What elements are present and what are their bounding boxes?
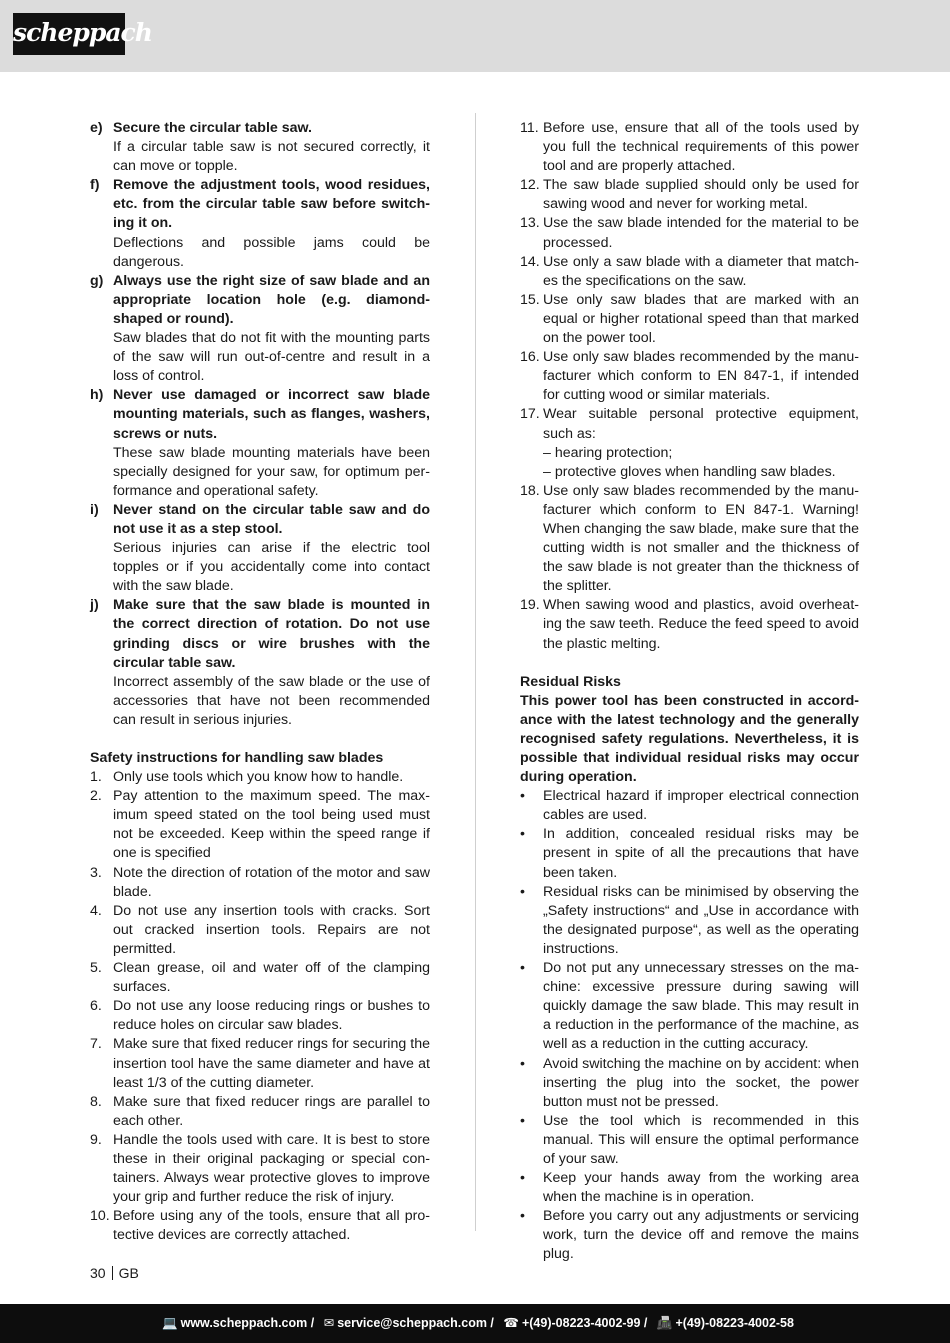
list-number: 2. <box>90 788 102 805</box>
bullet-text: Do not put any unnecessary stresses on the machine: excessive pressure during sawing will quickly damage the saw blade. This may result in a reduction in the performance of the machine, as well as a reduction in the cutting accuracy. <box>543 960 859 1053</box>
item-heading: Always use the right size of saw blade and an appropriate location hole (e.g. diamond-shaped or round). <box>113 272 430 327</box>
bullet-text: Residual risks can be minimised by observing the „Safety instructions“ and „Use in accordance with the designated purpose“, as well as the operating instructions. <box>543 883 859 957</box>
list-item <box>90 864 430 902</box>
list-text: Clean grease, oil and water off of the clamping surfaces. <box>113 960 430 996</box>
list-number: 14. <box>520 253 540 270</box>
safety-item-h <box>90 386 430 501</box>
left-column <box>90 119 430 1245</box>
email-icon: ✉ <box>323 1316 335 1330</box>
bullet-glyph: • <box>520 1055 525 1072</box>
item-heading: Secure the circular table saw. <box>113 120 312 136</box>
page-language: GB <box>118 1265 139 1281</box>
item-label: f) <box>90 177 100 194</box>
list-number: 7. <box>90 1036 102 1053</box>
bullet-item <box>520 787 859 825</box>
safety-item-j <box>90 596 430 730</box>
footer-phone[interactable]: +(49)-08223-4002-99 / <box>521 1316 648 1330</box>
list-item <box>520 119 859 176</box>
item-text: Incorrect assembly of the saw blade or the use of accessories that have not been recommended can result in serious injuries. <box>113 673 430 728</box>
list-number: 6. <box>90 998 102 1015</box>
list-text: Make sure that fixed reducer rings for securing the insertion tool have the same diameter and have at least 1/3 of the cutting diameter. <box>113 1036 430 1091</box>
list-item <box>520 176 859 214</box>
dash-item: – protective gloves when handling saw blades. <box>543 463 836 480</box>
page-separator <box>112 1266 113 1280</box>
list-item <box>90 1035 430 1092</box>
bullet-text: Keep your hands away from the working area when the machine is in operation. <box>543 1170 859 1206</box>
list-item <box>520 253 859 291</box>
list-text: Use only a saw blade with a diameter that matches the specifications on the saw. <box>543 253 859 289</box>
bullet-text: Use the tool which is recommended in this manual. This will ensure the optimal performance of your saw. <box>543 1112 859 1167</box>
list-number: 3. <box>90 864 102 881</box>
page-number <box>90 1264 139 1282</box>
list-number: 17. <box>520 406 540 423</box>
list-number: 12. <box>520 177 540 194</box>
list-item <box>90 959 430 997</box>
bullet-item <box>520 1055 859 1112</box>
item-heading: Never stand on the circular table saw and do not use it as a step stool. <box>113 501 430 537</box>
list-text: Use only saw blades that are marked with an equal or higher rotational speed than that marked on the power tool. <box>543 291 859 347</box>
footer-website[interactable]: www.scheppach.com / <box>180 1316 315 1330</box>
bullet-item <box>520 883 859 959</box>
list-item <box>520 482 859 597</box>
list-item <box>520 348 859 405</box>
list-number: 19. <box>520 597 540 614</box>
bullet-glyph: • <box>520 826 525 843</box>
dash-item: – hearing protection; <box>543 444 673 461</box>
spacer <box>90 730 430 749</box>
list-number: 11. <box>520 120 539 136</box>
list-item <box>520 596 859 653</box>
list-item <box>90 1207 430 1245</box>
bullet-item <box>520 1207 859 1264</box>
list-number: 13. <box>520 215 540 232</box>
list-text: Only use tools which you know how to handle. <box>113 769 404 786</box>
list-text: Do not use any insertion tools with cracks. Sort out cracked insertion tools. Repairs are not permitted. <box>113 902 430 957</box>
safety-item-i <box>90 501 430 596</box>
list-text: Note the direction of rotation of the motor and saw blade. <box>113 864 430 900</box>
list-number: 1. <box>90 769 102 786</box>
section-heading-residual-risks: Residual Risks <box>520 673 621 690</box>
list-text: Use only saw blades recommended by the manufacturer which conform to EN 847-1. Warning! When changing the saw blade, make sure that the cutting width is not smaller and the thickness of the saw blade is not greater than the thickness of the splitter. <box>543 482 859 595</box>
bullet-item <box>520 825 859 882</box>
bullet-text: In addition, concealed residual risks may be present in spite of all the precautions that have been taken. <box>543 826 859 881</box>
list-item <box>90 1131 430 1207</box>
bullet-glyph: • <box>520 788 525 805</box>
list-item <box>90 997 430 1035</box>
header-band <box>0 0 950 72</box>
list-text: When sawing wood and plastics, avoid overheating the saw teeth. Reduce the feed speed to avoid the plastic melting. <box>543 597 859 652</box>
bullet-text: Before you carry out any adjustments or servicing work, turn the device off and remove the mains plug. <box>543 1208 859 1263</box>
list-number: 9. <box>90 1131 102 1148</box>
computer-icon: 💻 <box>162 1316 178 1330</box>
fax-icon: 📠 <box>656 1316 673 1330</box>
list-item <box>90 787 430 863</box>
residual-risks-intro: This power tool has been constructed in accordance with the latest technology and the generally recognised safety regulations. Nevertheless, it is possible that individual residual risks may occur during operation. <box>520 692 859 786</box>
bullet-glyph: • <box>520 1208 525 1225</box>
list-number: 8. <box>90 1093 102 1110</box>
footer-email[interactable]: service@scheppach.com / <box>337 1316 494 1330</box>
bullet-glyph: • <box>520 1112 525 1129</box>
list-text: The saw blade supplied should only be used for sawing wood and never for working metal. <box>543 177 859 213</box>
list-item <box>520 405 859 481</box>
list-text: Make sure that fixed reducer rings are parallel to each other. <box>113 1093 430 1129</box>
list-number: 5. <box>90 960 102 977</box>
footer-fax: +(49)-08223-4002-58 <box>675 1316 794 1330</box>
list-item <box>90 1093 430 1131</box>
item-label: h) <box>90 387 104 404</box>
list-number: 10. <box>90 1208 110 1225</box>
list-item <box>520 291 859 348</box>
list-text: Do not use any loose reducing rings or bushes to reduce holes on circular saw blades. <box>113 998 430 1034</box>
bullet-text: Avoid switching the machine on by accident: when inserting the plug into the socket, the power button must not be pressed. <box>543 1055 859 1110</box>
bullet-item <box>520 1112 859 1169</box>
item-heading: Make sure that the saw blade is mounted in the correct direction of rotation. Do not use grinding discs or wire brushes with the circular table saw. <box>113 597 430 671</box>
item-text: Serious injuries can arise if the electric tool topples or if you accidentally come into contact with the saw blade. <box>113 540 430 595</box>
list-item <box>90 902 430 959</box>
list-item <box>90 768 430 787</box>
list-item <box>520 214 859 252</box>
list-text: Use the saw blade intended for the material to be processed. <box>543 215 859 251</box>
list-number: 18. <box>520 482 540 499</box>
item-label: e) <box>90 120 103 136</box>
safety-item-f <box>90 176 430 271</box>
bullet-glyph: • <box>520 960 525 977</box>
item-heading: Remove the adjustment tools, wood residues, etc. from the circular table saw before switching it on. <box>113 177 430 232</box>
list-text: Before using any of the tools, ensure that all protective devices are correctly attached. <box>113 1208 430 1244</box>
list-number: 4. <box>90 902 102 919</box>
list-text: Before use, ensure that all of the tools used by you full the technical requirements of this power tool and are properly attached. <box>543 120 859 175</box>
section-heading-saw-blades: Safety instructions for handling saw blades <box>90 750 384 766</box>
spacer <box>520 654 859 673</box>
bullet-glyph: • <box>520 1170 525 1187</box>
right-column <box>520 119 859 1265</box>
page-number-value: 30 <box>90 1265 106 1281</box>
list-text: Handle the tools used with care. It is best to store these in their original packaging or special containers. Always wear protective gloves to improve your grip and further reduce the risk of injury. <box>113 1131 430 1206</box>
bullet-glyph: • <box>520 883 525 900</box>
list-text: Use only saw blades recommended by the manufacturer which conform to EN 847-1, if intended for cutting wood or similar materials. <box>543 349 859 404</box>
bullet-item <box>520 1169 859 1207</box>
column-divider <box>475 113 476 1231</box>
list-text: Wear suitable personal protective equipment, such as: <box>543 406 859 442</box>
list-number: 16. <box>520 349 540 366</box>
item-label: g) <box>90 272 104 289</box>
safety-item-e <box>90 119 430 176</box>
list-text: Pay attention to the maximum speed. The maximum speed stated on the tool being used must not be exceeded. Keep within the speed range if one is specified <box>113 788 430 862</box>
item-text: Saw blades that do not fit with the mounting parts of the saw will run out-of-centre and result in a loss of control. <box>113 330 430 385</box>
scheppach-logo: scheppach <box>13 13 125 55</box>
bullet-item <box>520 959 859 1054</box>
item-text: These saw blade mounting materials have been specially designed for your saw, for optimum performance and operational safety. <box>113 444 430 499</box>
safety-item-g <box>90 272 430 387</box>
item-text: Deflections and possible jams could be dangerous. <box>113 234 430 270</box>
list-number: 15. <box>520 291 540 308</box>
item-label: j) <box>90 597 99 614</box>
item-text: If a circular table saw is not secured correctly, it can move or topple. <box>113 139 430 175</box>
bullet-text: Electrical hazard if improper electrical connection cables are used. <box>543 788 859 824</box>
item-label: i) <box>90 501 99 518</box>
phone-icon: ☎ <box>503 1316 519 1330</box>
item-heading: Never use damaged or incorrect saw blade mounting materials, such as flanges, washers, screws or nuts. <box>113 387 430 442</box>
footer-bar <box>0 1304 950 1343</box>
